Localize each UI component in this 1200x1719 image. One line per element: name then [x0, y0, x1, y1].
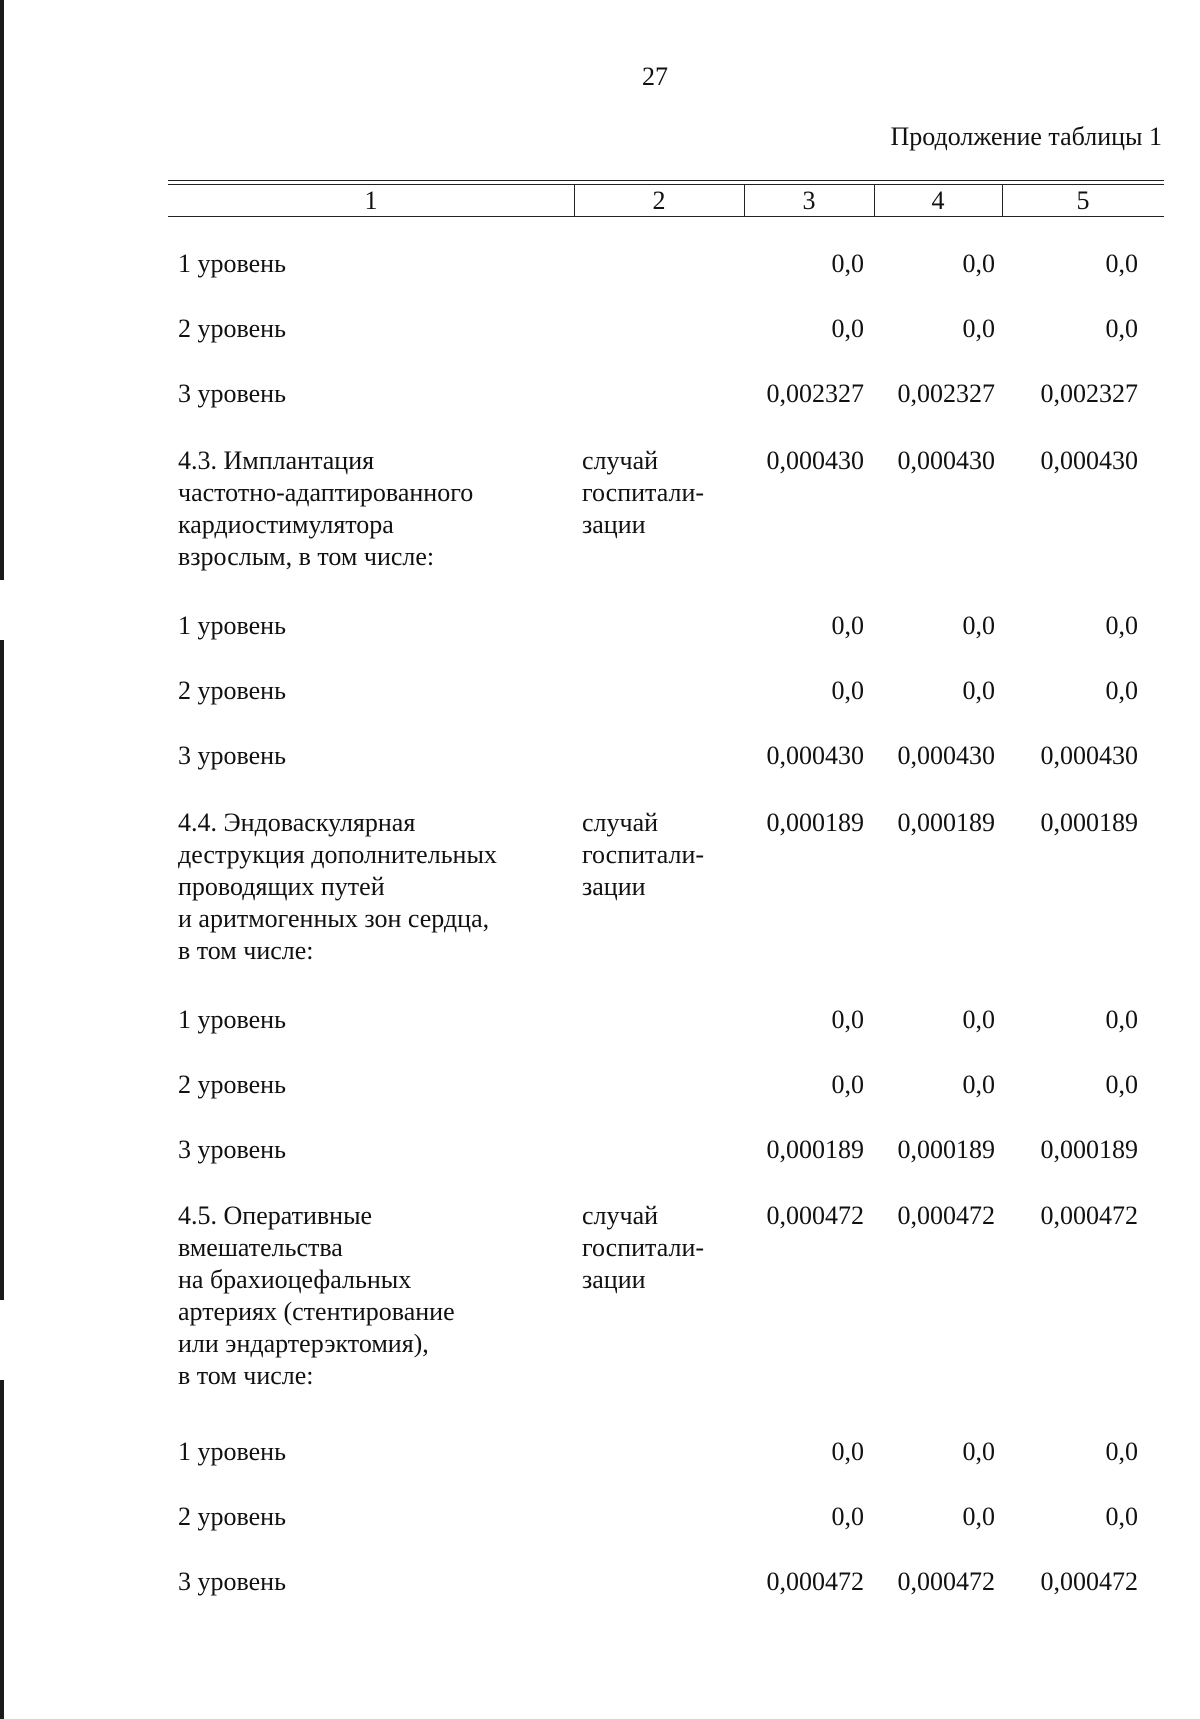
row-value-col-4: 0,0	[962, 1502, 995, 1531]
row-name-cell	[178, 807, 558, 967]
row-name-line: 4.3. Имплантация	[178, 446, 375, 475]
header-top-rule-inner	[168, 184, 1164, 185]
row-value-col-3: 0,000472	[766, 1567, 864, 1596]
row-value-col-3: 0,0	[831, 1070, 864, 1099]
row-unit-line: случай	[582, 446, 659, 475]
row-value-col-3: 0,002327	[766, 379, 864, 408]
row-value-col-4: 0,0	[962, 249, 995, 278]
header-bottom-rule	[168, 216, 1164, 217]
row-name-line: 1 уровень	[178, 611, 286, 640]
row-name-line: 1 уровень	[178, 1437, 286, 1466]
row-name-line: артериях (стентирование	[178, 1297, 455, 1326]
row-value-col-4: 0,0	[962, 314, 995, 343]
row-name-line: 3 уровень	[178, 1135, 286, 1164]
row-name-line: 4.4. Эндоваскулярная	[178, 808, 416, 837]
row-value-col-5: 0,000472	[1040, 1567, 1138, 1596]
row-name-line: вмешательства	[178, 1233, 343, 1262]
row-unit-line: госпитали-	[582, 840, 705, 869]
row-unit-cell	[582, 1200, 742, 1296]
row-value-col-4: 0,002327	[897, 379, 995, 408]
row-name-cell	[178, 1134, 558, 1166]
row-name-cell	[178, 740, 558, 772]
row-value-col-4: 0,000189	[897, 808, 995, 837]
row-value-col-3: 0,000472	[766, 1201, 864, 1230]
row-value-col-5: 0,000472	[1040, 1201, 1138, 1230]
row-name-line: деструкция дополнительных	[178, 840, 497, 869]
row-name-line: 2 уровень	[178, 676, 286, 705]
row-value-col-3: 0,0	[831, 1437, 864, 1466]
row-name-line: в том числе:	[178, 1361, 314, 1390]
row-name-line: и аритмогенных зон сердца,	[178, 904, 490, 933]
row-value-col-3: 0,000189	[766, 1135, 864, 1164]
row-value-col-5: 0,002327	[1040, 379, 1138, 408]
row-name-line: 3 уровень	[178, 1567, 286, 1596]
row-value-col-3: 0,0	[831, 314, 864, 343]
row-name-cell	[178, 1566, 558, 1598]
column-header-4: 4	[931, 186, 945, 215]
continuation-label: Продолжение таблицы 1	[890, 122, 1162, 151]
row-name-line: 3 уровень	[178, 741, 286, 770]
row-unit-line: случай	[582, 1201, 659, 1230]
row-value-col-5: 0,0	[1105, 1005, 1138, 1034]
row-value-col-3: 0,000189	[766, 808, 864, 837]
row-name-cell	[178, 248, 558, 280]
row-unit-line: зации	[582, 1265, 646, 1294]
row-unit-line: госпитали-	[582, 1233, 705, 1262]
row-value-col-4: 0,0	[962, 1005, 995, 1034]
row-value-col-3: 0,000430	[766, 741, 864, 770]
row-value-col-5: 0,0	[1105, 611, 1138, 640]
row-name-line: проводящих путей	[178, 872, 385, 901]
row-value-col-4: 0,000472	[897, 1567, 995, 1596]
row-unit-line: случай	[582, 808, 659, 837]
row-name-cell	[178, 1004, 558, 1036]
row-name-line: кардиостимулятора	[178, 510, 394, 539]
row-name-line: 4.5. Оперативные	[178, 1201, 373, 1230]
row-unit-cell	[582, 807, 742, 903]
row-value-col-3: 0,0	[831, 1005, 864, 1034]
row-unit-line: зации	[582, 510, 646, 539]
row-unit-cell	[582, 445, 742, 541]
row-value-col-4: 0,0	[962, 1070, 995, 1099]
row-name-line: 2 уровень	[178, 314, 286, 343]
row-name-cell	[178, 445, 558, 573]
row-unit-line: госпитали-	[582, 478, 705, 507]
row-value-col-5: 0,0	[1105, 676, 1138, 705]
row-name-line: частотно-адаптированного	[178, 478, 474, 507]
row-value-col-5: 0,000189	[1040, 1135, 1138, 1164]
row-value-col-3: 0,000430	[766, 446, 864, 475]
row-value-col-5: 0,000430	[1040, 446, 1138, 475]
row-value-col-3: 0,0	[831, 249, 864, 278]
column-header-5: 5	[1076, 186, 1090, 215]
row-name-line: взрослым, в том числе:	[178, 542, 435, 571]
row-value-col-4: 0,000189	[897, 1135, 995, 1164]
row-unit-line: зации	[582, 872, 646, 901]
row-value-col-4: 0,0	[962, 611, 995, 640]
row-name-cell	[178, 378, 558, 410]
row-name-cell	[178, 1200, 558, 1392]
header-top-rule	[168, 180, 1164, 181]
row-name-line: на брахиоцефальных	[178, 1265, 412, 1294]
row-name-cell	[178, 610, 558, 642]
row-name-cell	[178, 675, 558, 707]
row-name-line: 2 уровень	[178, 1070, 286, 1099]
row-name-cell	[178, 1436, 558, 1468]
row-name-line: в том числе:	[178, 936, 314, 965]
row-name-cell	[178, 313, 558, 345]
row-value-col-3: 0,0	[831, 1502, 864, 1531]
row-value-col-3: 0,0	[831, 611, 864, 640]
row-value-col-3: 0,0	[831, 676, 864, 705]
row-name-line: или эндартерэктомия),	[178, 1329, 429, 1358]
row-value-col-4: 0,0	[962, 676, 995, 705]
row-name-cell	[178, 1069, 558, 1101]
row-value-col-5: 0,0	[1105, 1502, 1138, 1531]
row-name-line: 1 уровень	[178, 249, 286, 278]
page-number: 27	[642, 62, 668, 91]
row-name-line: 1 уровень	[178, 1005, 286, 1034]
row-value-col-4: 0,000430	[897, 446, 995, 475]
row-value-col-4: 0,000430	[897, 741, 995, 770]
scan-edge	[0, 1380, 4, 1719]
row-value-col-5: 0,0	[1105, 1070, 1138, 1099]
row-name-cell	[178, 1501, 558, 1533]
row-value-col-5: 0,000189	[1040, 808, 1138, 837]
column-header-3: 3	[802, 186, 816, 215]
scan-edge	[0, 640, 4, 1300]
row-name-line: 3 уровень	[178, 379, 286, 408]
row-value-col-4: 0,0	[962, 1437, 995, 1466]
row-value-col-5: 0,0	[1105, 314, 1138, 343]
row-value-col-5: 0,0	[1105, 249, 1138, 278]
column-header-2: 2	[652, 186, 666, 215]
row-value-col-5: 0,000430	[1040, 741, 1138, 770]
column-header-1: 1	[364, 186, 378, 215]
row-name-line: 2 уровень	[178, 1502, 286, 1531]
row-value-col-4: 0,000472	[897, 1201, 995, 1230]
row-value-col-5: 0,0	[1105, 1437, 1138, 1466]
